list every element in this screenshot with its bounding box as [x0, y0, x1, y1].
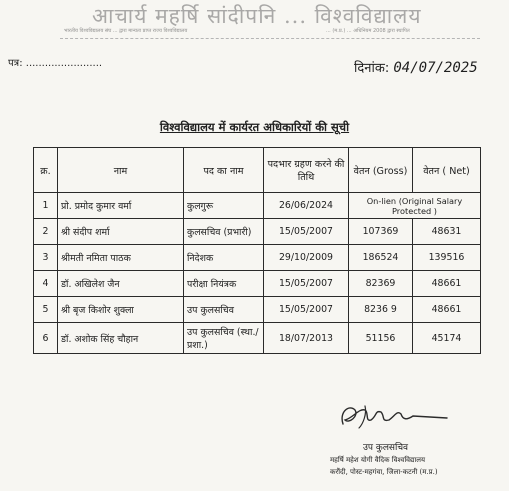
officers-table [33, 147, 481, 354]
cell-post: कुलसचिव (प्रभारी) [184, 219, 264, 245]
table-row [34, 271, 481, 297]
cell-name: डॉ. अशोक सिंह चौहान [58, 323, 184, 354]
reference-label: पत्र: [8, 58, 23, 69]
signatory-address-line2: करौंदी, पोस्ट-महगंवा, जिला-कटनी (म.प्र.) [330, 468, 438, 476]
cell-sr: 4 [34, 271, 58, 297]
header-gross-salary: वेतन (Gross) [349, 148, 413, 193]
date-line [354, 58, 478, 76]
cell-sr: 2 [34, 219, 58, 245]
cell-net-salary: 48631 [413, 219, 481, 245]
table-row [34, 245, 481, 271]
table-row [34, 323, 481, 354]
cell-post: परीक्षा नियंत्रक [184, 271, 264, 297]
date-value: 04/07/2025 [393, 60, 478, 76]
cell-net-salary: 45174 [413, 323, 481, 354]
cell-joining-date: 15/05/2007 [264, 271, 349, 297]
cell-joining-date: 15/05/2007 [264, 297, 349, 323]
cell-joining-date: 26/06/2024 [264, 193, 349, 219]
header-name: नाम [58, 148, 184, 193]
cell-name: श्रीमती नमिता पाठक [58, 245, 184, 271]
cell-gross-salary: 186524 [349, 245, 413, 271]
letterhead-divider [60, 38, 480, 39]
cell-joining-date: 15/05/2007 [264, 219, 349, 245]
table-row [34, 219, 481, 245]
cell-sr: 1 [34, 193, 58, 219]
cell-post: निदेशक [184, 245, 264, 271]
cell-post: उप कुलसचिव (स्था./प्रशा.) [184, 323, 264, 354]
cell-gross-salary: 8236 9 [349, 297, 413, 323]
date-label: दिनांक: [354, 61, 390, 76]
cell-post: कुलगुरू [184, 193, 264, 219]
cell-sr: 5 [34, 297, 58, 323]
cell-name: श्री बृज किशोर शुक्ला [58, 297, 184, 323]
signatory-designation: उप कुलसचिव [363, 443, 409, 453]
header-net-salary: वेतन ( Net) [413, 148, 481, 193]
letterhead-right-subtitle: ... (म.प्र.) ... अधिनियम 2008 द्वारा स्थापित [326, 28, 410, 34]
signatory-address-line1: महर्षि महेश योगी वैदिक विश्वविद्यालय [330, 456, 426, 464]
reference-line [8, 55, 102, 69]
header-sr: क्र. [34, 148, 58, 193]
cell-joining-date: 18/07/2013 [264, 323, 349, 354]
cell-net-salary: 48661 [413, 297, 481, 323]
cell-joining-date: 29/10/2009 [264, 245, 349, 271]
letterhead [0, 0, 509, 46]
table-row [34, 297, 481, 323]
cell-gross-salary: 82369 [349, 271, 413, 297]
cell-gross-salary: 107369 [349, 219, 413, 245]
table-header-row [34, 148, 481, 193]
table-row [34, 193, 481, 219]
cell-name: श्री संदीप शर्मा [58, 219, 184, 245]
list-title: विश्वविद्यालय में कार्यरत अधिकारियों की सूची [159, 120, 350, 134]
cell-sr: 6 [34, 323, 58, 354]
cell-name: प्रो. प्रमोद कुमार वर्मा [58, 193, 184, 219]
cell-name: डॉ. अखिलेश जैन [58, 271, 184, 297]
cell-salary-note: On-lien (Original Salary Protected ) [349, 193, 481, 219]
cell-post: उप कुलसचिव [184, 297, 264, 323]
header-post: पद का नाम [184, 148, 264, 193]
header-joining-date: पदभार ग्रहण करने की तिथि [264, 148, 349, 193]
cell-gross-salary: 51156 [349, 323, 413, 354]
signature-image [335, 398, 455, 434]
university-name: आचार्य महर्षि सांदीपनि ... विश्वविद्यालय [92, 4, 422, 28]
cell-net-salary: 48661 [413, 271, 481, 297]
reference-value: ........................ [25, 58, 103, 69]
cell-sr: 3 [34, 245, 58, 271]
letterhead-left-subtitle: भारतीय विश्वविद्यालय संघ ... द्वारा मान्यता प्राप्त राज्य विश्वविद्यालय [64, 28, 188, 34]
cell-net-salary: 139516 [413, 245, 481, 271]
